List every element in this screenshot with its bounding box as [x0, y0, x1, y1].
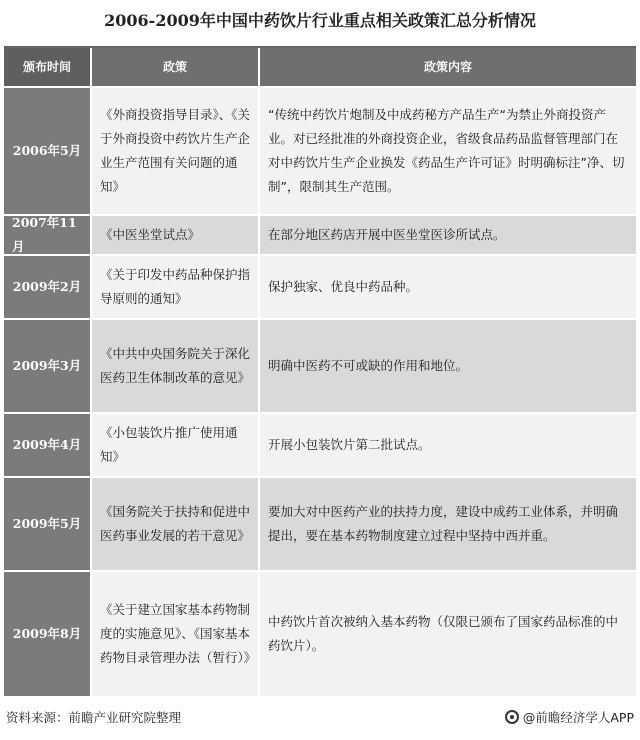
row-content: 在部分地区药店开展中医坐堂医诊所试点。 [260, 216, 636, 254]
footer [6, 708, 634, 726]
table-row [4, 216, 636, 256]
policy-table [4, 46, 636, 698]
row-date: 2009年2月 [4, 256, 92, 318]
row-policy: 《国务院关于扶持和促进中医药事业发展的若干意见》 [92, 478, 260, 570]
brand-logo-icon [505, 710, 519, 724]
row-policy: 《中共中央国务院关于深化医药卫生体制改革的意见》 [92, 320, 260, 412]
row-content: 明确中医药不可或缺的作用和地位。 [260, 320, 636, 412]
source-note: 资料来源：前瞻产业研究院整理 [6, 710, 182, 725]
table-row [4, 414, 636, 478]
table-row [4, 478, 636, 572]
table-row [4, 320, 636, 414]
row-content: 要加大对中医药产业的扶持力度，建设中成药工业体系，并明确提出，要在基本药物制度建立过程中坚持中西并重。 [260, 478, 636, 570]
row-date: 2006年5月 [4, 88, 92, 214]
row-policy: 《关于建立国家基本药物制度的实施意见》、《国家基本药物目录管理办法（暂行）》 [92, 572, 260, 696]
table-row [4, 572, 636, 698]
table-row [4, 88, 636, 216]
row-content: 开展小包装饮片第二批试点。 [260, 414, 636, 476]
row-date: 2009年5月 [4, 478, 92, 570]
row-date: 2009年3月 [4, 320, 92, 412]
table-header [4, 48, 636, 88]
header-policy: 政策 [92, 48, 260, 86]
page-title: 2006-2009年中国中药饮片行业重点相关政策汇总分析情况 [104, 11, 536, 30]
row-date: 2009年8月 [4, 572, 92, 696]
row-date: 2007年11月 [4, 216, 92, 254]
header-date: 颁布时间 [4, 48, 92, 86]
row-date: 2009年4月 [4, 414, 92, 476]
row-content: “传统中药饮片炮制及中成药秘方产品生产“为禁止外商投资产业。对已经批准的外商投资企业，省级食品药品监督管理部门在对中药饮片生产企业换发《药品生产许可证》时明确标注”净、切制”，限制其生产范围。 [260, 88, 636, 214]
row-policy: 《外商投资指导目录》、《关于外商投资中药饮片生产企业生产范围有关问题的通知》 [92, 88, 260, 214]
row-content: 中药饮片首次被纳入基本药物（仅限已颁布了国家药品标准的中药饮片）。 [260, 572, 636, 696]
table-row [4, 256, 636, 320]
header-content: 政策内容 [260, 48, 636, 86]
row-content: 保护独家、优良中药品种。 [260, 256, 636, 318]
brand [505, 708, 634, 726]
row-policy: 《小包装饮片推广使用通知》 [92, 414, 260, 476]
row-policy: 《中医坐堂试点》 [92, 216, 260, 254]
row-policy: 《关于印发中药品种保护指导原则的通知》 [92, 256, 260, 318]
brand-label: @前瞻经济学人APP [522, 710, 634, 725]
